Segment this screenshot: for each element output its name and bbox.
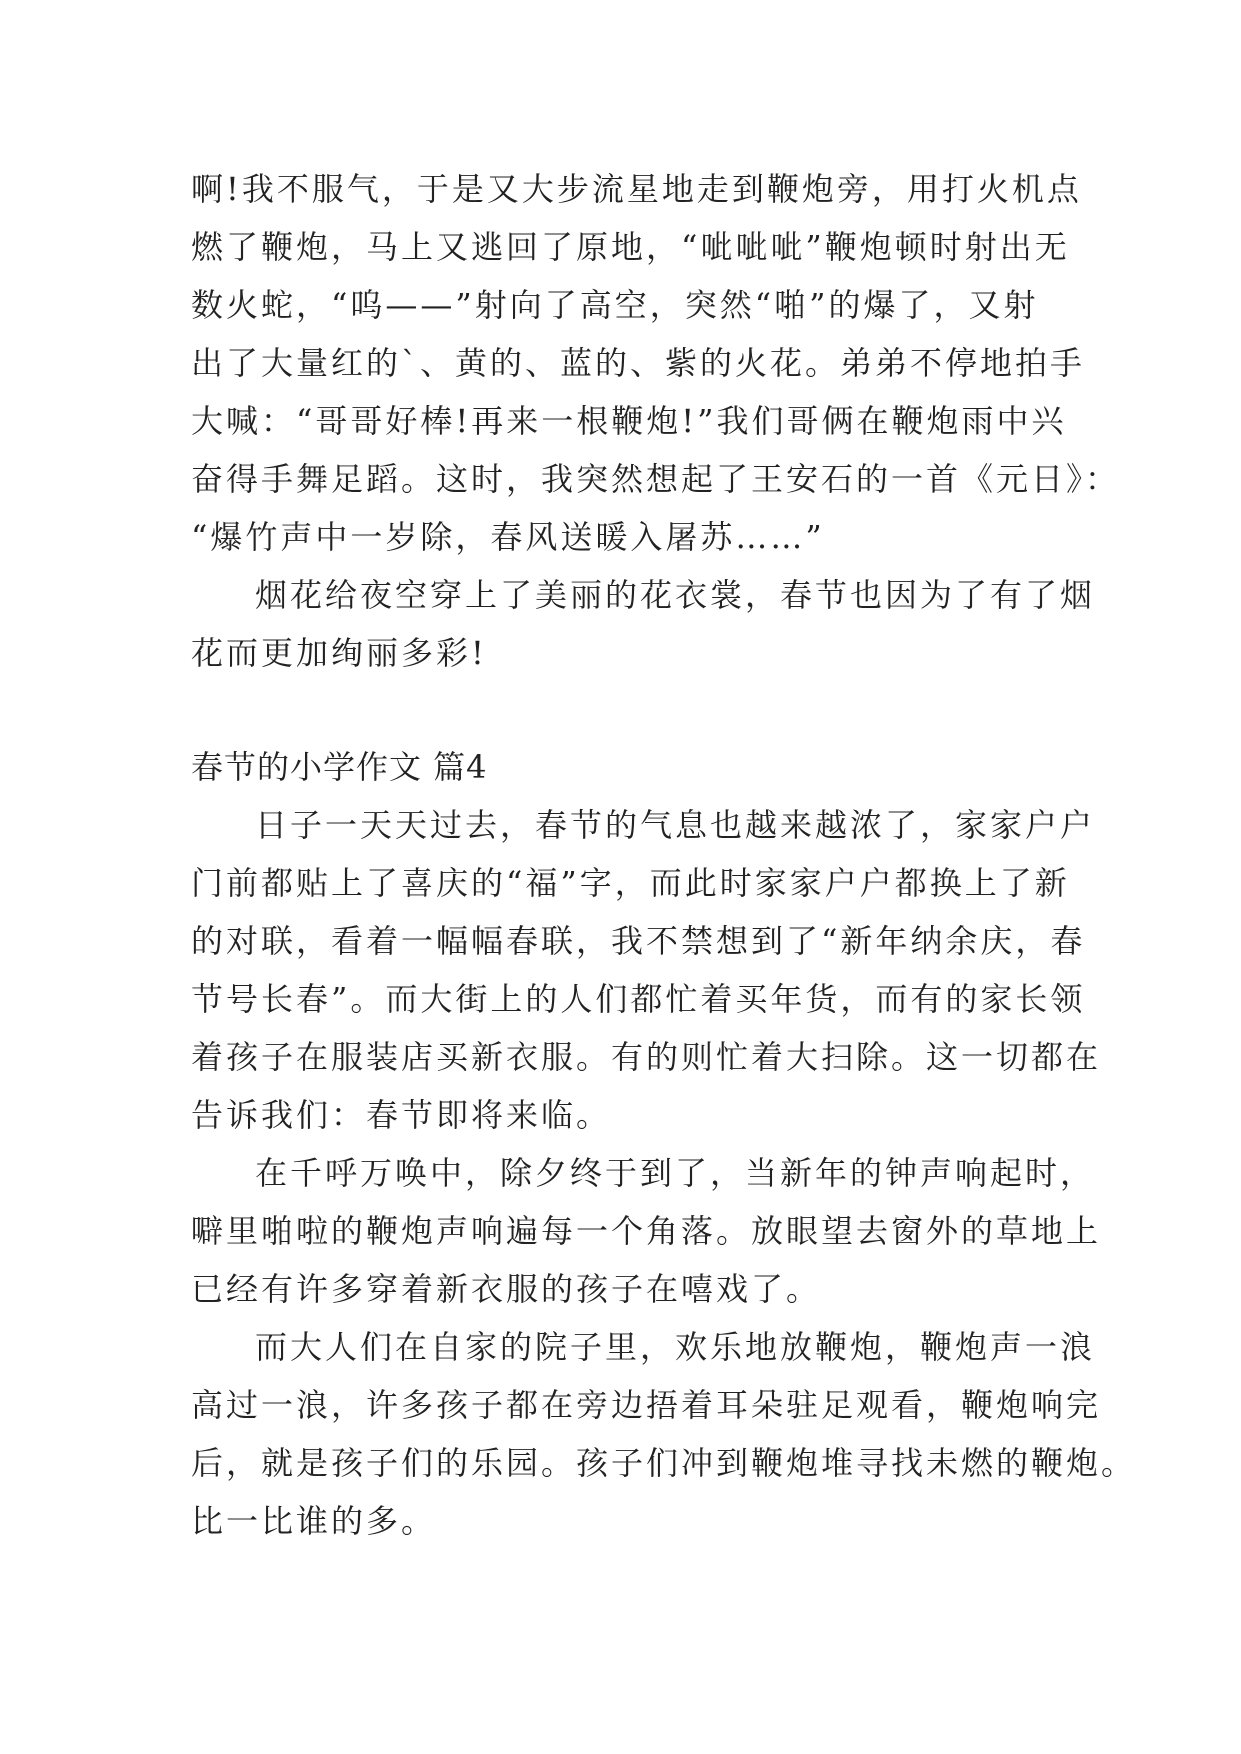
text-line: 门前都贴上了喜庆的“福”字，而此时家家户户都换上了新 bbox=[191, 864, 1070, 902]
paragraph-4 bbox=[191, 1144, 1102, 1318]
section-heading: 春节的小学作文 篇4 bbox=[191, 748, 488, 786]
text-line: 奋得手舞足蹈。这时，我突然想起了王安石的一首《元日》： bbox=[191, 460, 1121, 498]
text-line: 数火蛇，“呜——”射向了高空，突然“啪”的爆了，又射 bbox=[191, 286, 1039, 324]
text-line: 烟花给夜空穿上了美丽的花衣裳，春节也因为了有了烟 bbox=[255, 576, 1096, 614]
text-line: 燃了鞭炮，马上又逃回了原地，“呲呲呲”鞭炮顿时射出无 bbox=[191, 228, 1070, 266]
text-line: “爆竹声中一岁除，春风送暖入屠苏……” bbox=[191, 518, 825, 556]
text-line: 而大人们在自家的院子里，欢乐地放鞭炮，鞭炮声一浪 bbox=[255, 1328, 1096, 1366]
text-line: 啊!我不服气，于是又大步流星地走到鞭炮旁，用打火机点 bbox=[191, 170, 1082, 208]
text-line: 噼里啪啦的鞭炮声响遍每一个角落。放眼望去窗外的草地上 bbox=[191, 1212, 1102, 1250]
paragraph-5 bbox=[191, 1318, 1137, 1550]
text-line: 着孩子在服装店买新衣服。有的则忙着大扫除。这一切都在 bbox=[191, 1038, 1102, 1076]
text-line: 后，就是孩子们的乐园。孩子们冲到鞭炮堆寻找未燃的鞭炮。 bbox=[191, 1444, 1137, 1482]
section-spacer bbox=[191, 682, 1071, 738]
text-line: 出了大量红的`、黄的、蓝的、紫的火花。弟弟不停地拍手 bbox=[191, 344, 1086, 382]
document-body bbox=[191, 160, 1137, 1550]
text-line: 的对联，看着一幅幅春联，我不禁想到了“新年纳余庆，春 bbox=[191, 922, 1086, 960]
text-line: 日子一天天过去，春节的气息也越来越浓了，家家户户 bbox=[255, 806, 1096, 844]
text-line: 节号长春”。而大街上的人们都忙着买年货，而有的家长领 bbox=[191, 980, 1086, 1018]
text-line: 高过一浪，许多孩子都在旁边捂着耳朵驻足观看，鞭炮响完 bbox=[191, 1386, 1102, 1424]
text-line: 告诉我们：春节即将来临。 bbox=[191, 1096, 612, 1134]
text-line: 在千呼万唤中，除夕终于到了，当新年的钟声响起时， bbox=[255, 1154, 1096, 1192]
text-line: 已经有许多穿着新衣服的孩子在嘻戏了。 bbox=[191, 1270, 822, 1308]
paragraph-2 bbox=[191, 566, 1096, 682]
paragraph-1 bbox=[191, 160, 1121, 566]
text-line: 花而更加绚丽多彩! bbox=[191, 634, 487, 672]
paragraph-3 bbox=[191, 796, 1102, 1144]
text-line: 大喊：“哥哥好棒!再来一根鞭炮!”我们哥俩在鞭炮雨中兴 bbox=[191, 402, 1067, 440]
text-line: 比一比谁的多。 bbox=[191, 1502, 437, 1540]
